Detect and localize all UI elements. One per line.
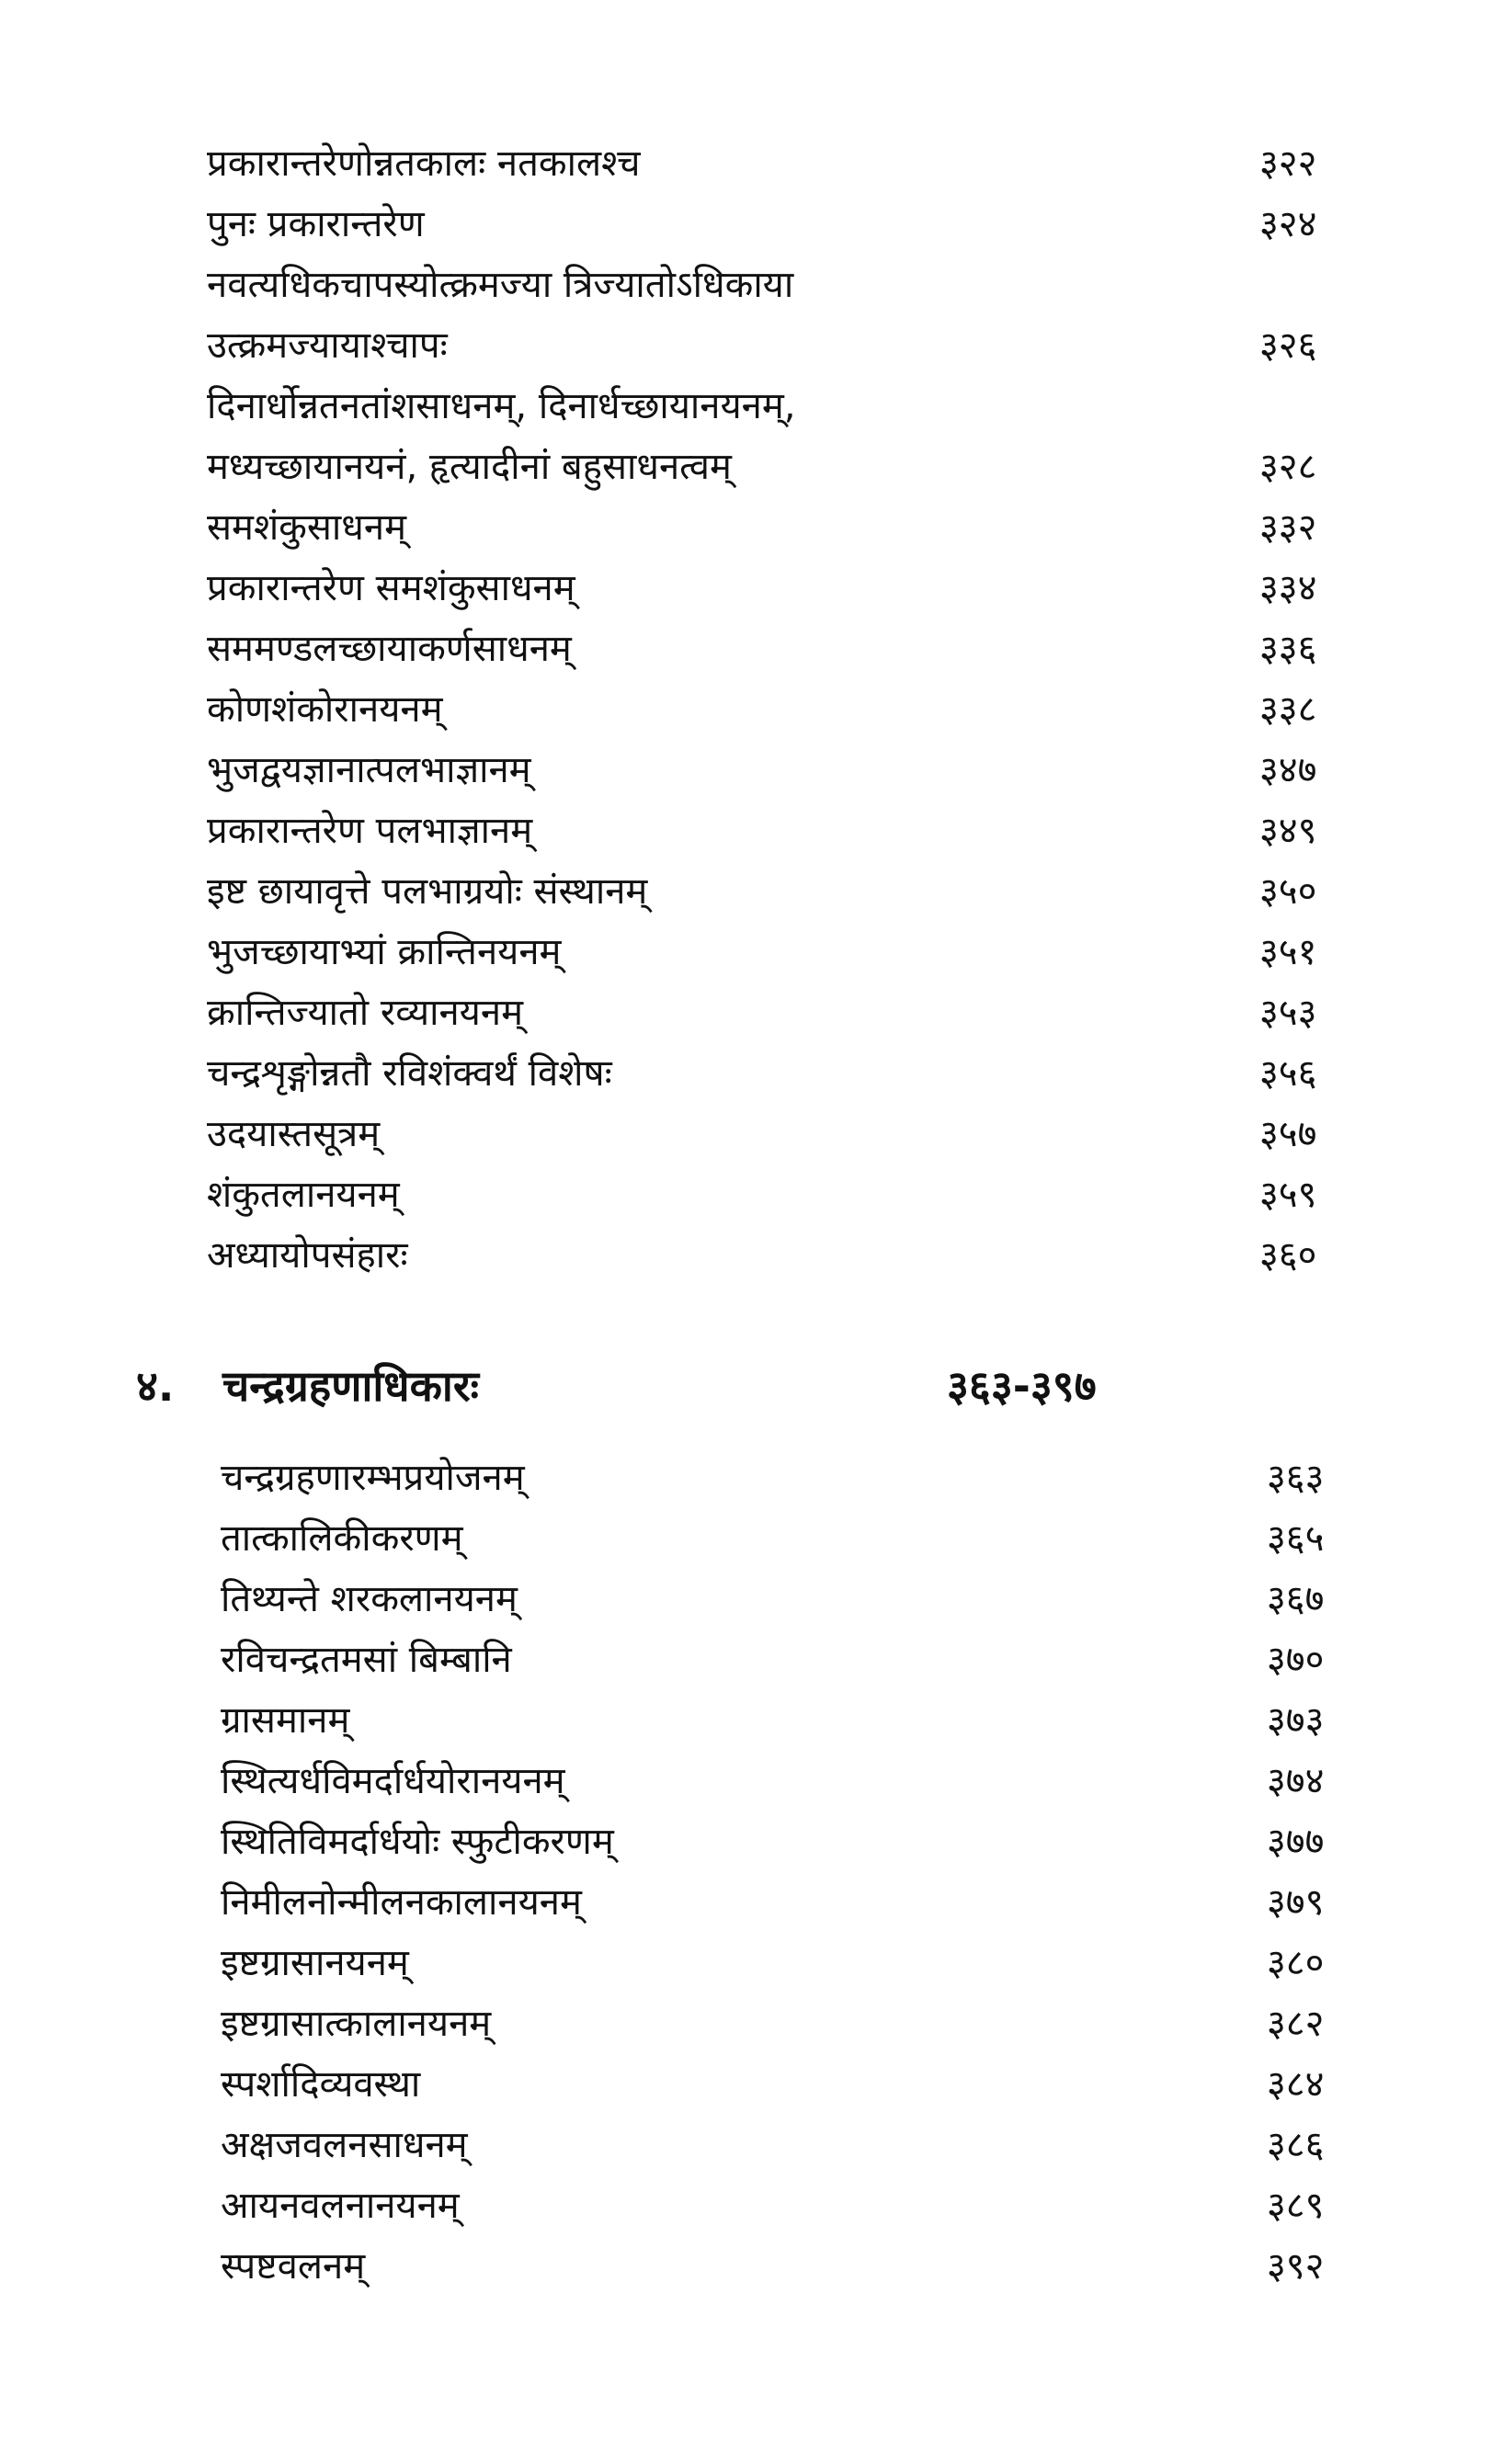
toc-entry-page: ३४७ — [1259, 749, 1317, 791]
toc-entry-page: ३३८ — [1259, 688, 1317, 731]
toc-entry-title: अध्यायोपसंहारः — [207, 1234, 408, 1277]
toc-entry — [0, 255, 1503, 315]
toc-entry-title: निमीलनोन्मीलनकालानयनम् — [221, 1881, 582, 1924]
toc-entry-page: ३३६ — [1259, 628, 1317, 670]
toc-entry-title: चन्द्रग्रहणारम्भप्रयोजनम् — [221, 1457, 525, 1499]
toc-entry-page: ३८९ — [1267, 2185, 1325, 2227]
toc-entry — [0, 376, 1503, 437]
toc-entry — [0, 437, 1503, 497]
toc-entry — [0, 1872, 1503, 1933]
toc-entry — [0, 558, 1503, 619]
toc-section-chapter-4 — [0, 1448, 1503, 2297]
toc-entry-title: तात्कालिकीकरणम् — [221, 1517, 463, 1560]
toc-entry-title: ग्रासमानम् — [221, 1699, 350, 1742]
toc-entry — [0, 315, 1503, 376]
toc-entry-page: ३६० — [1259, 1234, 1317, 1277]
toc-entry-page: ३८४ — [1267, 2063, 1325, 2106]
toc-entry — [0, 1933, 1503, 1993]
toc-entry-title: इष्टग्रासानयनम् — [221, 1942, 409, 1984]
toc-entry-title: अक्षजवलनसाधनम् — [221, 2124, 468, 2166]
toc-entry-page: ३५७ — [1259, 1113, 1317, 1155]
toc-entry-title: तिथ्यन्ते शरकलानयनम् — [221, 1578, 518, 1620]
toc-entry-title: रविचन्द्रतमसां बिम्बानि — [221, 1639, 512, 1681]
toc-entry-page: ३२४ — [1259, 203, 1317, 245]
toc-entry — [0, 982, 1503, 1043]
toc-entry — [0, 801, 1503, 861]
toc-entry-title: समशंकुसाधनम् — [207, 506, 406, 549]
toc-entry — [0, 133, 1503, 194]
toc-entry-title: स्थितिविमर्दार्धयोः स्फुटीकरणम् — [221, 1821, 614, 1863]
toc-entry-title: स्पष्टवलनम् — [221, 2245, 366, 2288]
toc-entry-title: प्रकारान्तरेण समशंकुसाधनम् — [207, 567, 575, 609]
toc-entry — [0, 497, 1503, 558]
toc-entry — [0, 2236, 1503, 2297]
toc-entry — [0, 2054, 1503, 2115]
toc-entry-title: कोणशंकोरानयनम् — [207, 688, 443, 731]
toc-entry-page: ३५० — [1259, 870, 1317, 913]
toc-entry — [0, 740, 1503, 801]
toc-entry-title: सममण्डलच्छायाकर्णसाधनम् — [207, 628, 572, 670]
toc-entry — [0, 1164, 1503, 1225]
toc-entry-page: ३२२ — [1259, 142, 1317, 185]
chapter-heading — [0, 1349, 1503, 1423]
toc-entry-page: ३७० — [1267, 1639, 1325, 1681]
toc-entry-page: ३५९ — [1259, 1174, 1317, 1216]
toc-entry-page: ३७४ — [1267, 1760, 1325, 1802]
toc-entry-title: इष्टग्रासात्कालानयनम् — [221, 2003, 492, 2045]
toc-entry-page: ३५३ — [1259, 992, 1317, 1034]
toc-entry-page: ३२६ — [1259, 324, 1317, 367]
toc-entry-page: ३७३ — [1267, 1699, 1325, 1742]
toc-entry-title: भुजच्छायाभ्यां क्रान्तिनयनम् — [207, 931, 562, 973]
toc-entry — [0, 1225, 1503, 1286]
toc-entry-page: ३९२ — [1267, 2245, 1325, 2288]
toc-entry-page: ३७७ — [1267, 1821, 1325, 1863]
toc-entry-title: उत्क्रमज्यायाश्चापः — [207, 324, 448, 367]
toc-entry — [0, 1104, 1503, 1164]
toc-entry — [0, 1690, 1503, 1751]
toc-entry-title: आयनवलनानयनम् — [221, 2185, 460, 2227]
toc-entry-page: ३८६ — [1267, 2124, 1325, 2166]
toc-entry — [0, 619, 1503, 679]
toc-entry — [0, 1508, 1503, 1569]
toc-entry — [0, 1751, 1503, 1811]
toc-entry-title: प्रकारान्तरेणोन्नतकालः नतकालश्च — [207, 142, 641, 185]
toc-entry-title: चन्द्रशृङ्गोन्नतौ रविशंक्वर्थं विशेषः — [207, 1052, 612, 1095]
toc-entry-title: क्रान्तिज्यातो रव्यानयनम् — [207, 992, 523, 1034]
toc-entry-title: प्रकारान्तरेण पलभाज्ञानम् — [207, 810, 533, 852]
toc-entry-page: ३३२ — [1259, 506, 1317, 549]
chapter-number: ४. — [136, 1361, 175, 1411]
toc-entry-page: ३८२ — [1267, 2003, 1325, 2045]
toc-entry-title: इष्ट छायावृत्ते पलभाग्रयोः संस्थानम् — [207, 870, 648, 913]
toc-entry-title: उदयास्तसूत्रम् — [207, 1113, 381, 1155]
toc-entry-title: स्पर्शादिव्यवस्था — [221, 2063, 421, 2106]
toc-entry-title: मध्यच्छायानयनं, हृत्यादीनां बहुसाधनत्वम् — [207, 446, 732, 488]
toc-entry — [0, 2115, 1503, 2175]
toc-entry-title: स्थित्यर्धविमर्दार्धयोरानयनम् — [221, 1760, 565, 1802]
toc-entry-page: ३६५ — [1267, 1517, 1325, 1560]
toc-entry-page: ३७९ — [1267, 1881, 1325, 1924]
toc-entry-title: भुजद्वयज्ञानात्पलभाज्ञानम् — [207, 749, 531, 791]
chapter-title: चन्द्रग्रहणाधिकारः — [222, 1361, 479, 1411]
toc-entry — [0, 922, 1503, 982]
toc-entry-page: ३३४ — [1259, 567, 1317, 609]
toc-entry-title: पुनः प्रकारान्तरेण — [207, 203, 425, 245]
toc-entry-title: दिनार्धोन्नतनतांशसाधनम्, दिनार्धच्छायानयनम्, — [207, 385, 796, 427]
toc-entry-page: ३६३ — [1267, 1457, 1325, 1499]
toc-entry-title: शंकुतलानयनम् — [207, 1174, 400, 1216]
toc-entry-page: ३६७ — [1267, 1578, 1325, 1620]
toc-entry — [0, 1811, 1503, 1872]
toc-section-continued — [0, 133, 1503, 1286]
toc-entry-page: ३२८ — [1259, 446, 1317, 488]
toc-entry — [0, 1448, 1503, 1508]
toc-entry-page: ३५६ — [1259, 1052, 1317, 1095]
toc-entry — [0, 679, 1503, 740]
toc-entry — [0, 1993, 1503, 2054]
toc-entry — [0, 1629, 1503, 1690]
toc-entry-page: ३८० — [1267, 1942, 1325, 1984]
toc-entry — [0, 2175, 1503, 2236]
toc-entry-title: नवत्यधिकचापस्योत्क्रमज्या त्रिज्यातोऽधिकाया — [207, 264, 794, 306]
toc-entry — [0, 1043, 1503, 1104]
toc-entry — [0, 1569, 1503, 1629]
toc-entry — [0, 861, 1503, 922]
toc-entry-page: ३५१ — [1259, 931, 1317, 973]
toc-entry — [0, 194, 1503, 255]
toc-entry-page: ३४९ — [1259, 810, 1317, 852]
chapter-page-range: ३६३-३९७ — [947, 1361, 1097, 1411]
